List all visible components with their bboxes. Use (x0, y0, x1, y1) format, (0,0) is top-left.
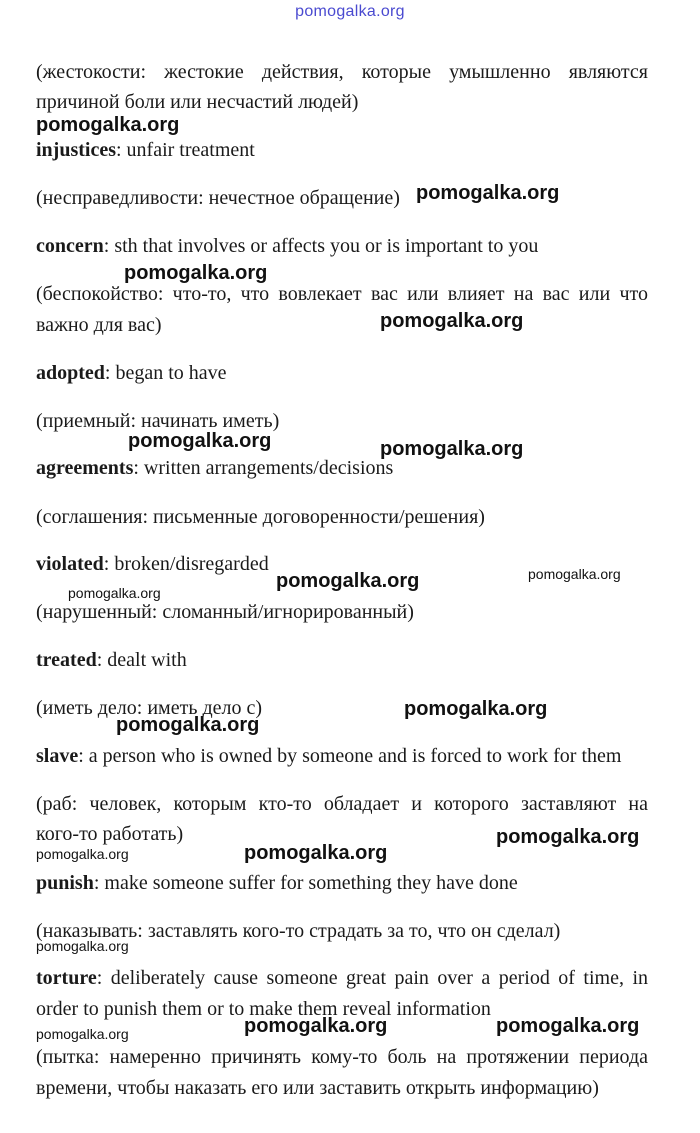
definition: : sth that involves or affects you or is important to you (103, 235, 539, 257)
entry-adopted (36, 361, 648, 385)
term: concern (36, 235, 104, 257)
definition: : written arrangements/decisions (133, 457, 394, 479)
watermark: pomogalka.org (36, 114, 180, 136)
definition: : dealt with (96, 649, 187, 671)
entry-agreements (36, 456, 648, 480)
watermark: pomogalka.org (36, 938, 129, 954)
watermark: pomogalka.org (380, 310, 524, 332)
text-line: времени, чтобы наказать его или заставить открыть информацию) (36, 1077, 599, 1099)
entry-treated (36, 648, 648, 672)
header-watermark: pomogalka.org (295, 3, 405, 20)
text-line: (раб: человек, которым кто-то обладает и которого заставляют на (36, 793, 648, 815)
definition: : broken/disregarded (103, 553, 269, 575)
term: agreements (36, 457, 134, 479)
text-line: (беспокойство: что-то, что вовлекает вас или влияет на вас или что (36, 283, 648, 305)
definition: : make someone suffer for something they have done (93, 872, 518, 894)
definition: : deliberately cause someone great pain over a period of time, in (96, 967, 648, 989)
entry-punish (36, 871, 648, 895)
entry-torture (36, 966, 648, 990)
text-line: (несправедливости: нечестное обращение) (36, 187, 400, 209)
text-line: (соглашения: письменные договоренности/решения) (36, 506, 485, 528)
text-line: (иметь дело: иметь дело с) (36, 697, 263, 719)
watermark: pomogalka.org (404, 698, 548, 720)
watermark: pomogalka.org (276, 570, 420, 592)
watermark: pomogalka.org (496, 826, 640, 848)
text-line: (нарушенный: сломанный/игнорированный) (36, 601, 414, 623)
term: treated (36, 649, 97, 671)
term: injustices (36, 139, 116, 161)
term: torture (36, 967, 97, 989)
text-line: order to punish them or to make them reveal information (36, 998, 491, 1020)
watermark: pomogalka.org (36, 1026, 129, 1042)
watermark: pomogalka.org (124, 262, 268, 284)
watermark: pomogalka.org (380, 438, 524, 460)
watermark: pomogalka.org (416, 182, 560, 204)
definition: : unfair treatment (116, 139, 255, 161)
text-line: (наказывать: заставлять кого-то страдать за то, что он сделал) (36, 920, 561, 942)
watermark: pomogalka.org (496, 1015, 640, 1037)
term: adopted (36, 362, 105, 384)
watermark: pomogalka.org (36, 846, 129, 862)
text-line: причиной боли или несчастий людей) (36, 91, 359, 113)
term: violated (36, 553, 104, 575)
term: punish (36, 872, 94, 894)
text-line: важно для вас) (36, 314, 162, 336)
watermark: pomogalka.org (128, 430, 272, 452)
definition: : a person who is owned by someone and is forced to work for them (78, 745, 622, 767)
watermark: pomogalka.org (244, 1015, 388, 1037)
watermark: pomogalka.org (68, 585, 161, 601)
watermark: pomogalka.org (244, 842, 388, 864)
term: slave (36, 745, 79, 767)
text-line: кого-то работать) (36, 823, 184, 845)
entry-concern (36, 234, 648, 258)
text-line: (приемный: начинать иметь) (36, 410, 280, 432)
watermark: pomogalka.org (528, 566, 621, 582)
text-line: (жестокости: жестокие действия, которые умышленно являются (36, 61, 648, 83)
entry-slave (36, 744, 648, 768)
text-line: (пытка: намеренно причинять кому-то боль на протяжении периода (36, 1046, 648, 1068)
definition: : began to have (104, 362, 227, 384)
entry-injustices (36, 138, 648, 162)
watermark: pomogalka.org (116, 714, 260, 736)
